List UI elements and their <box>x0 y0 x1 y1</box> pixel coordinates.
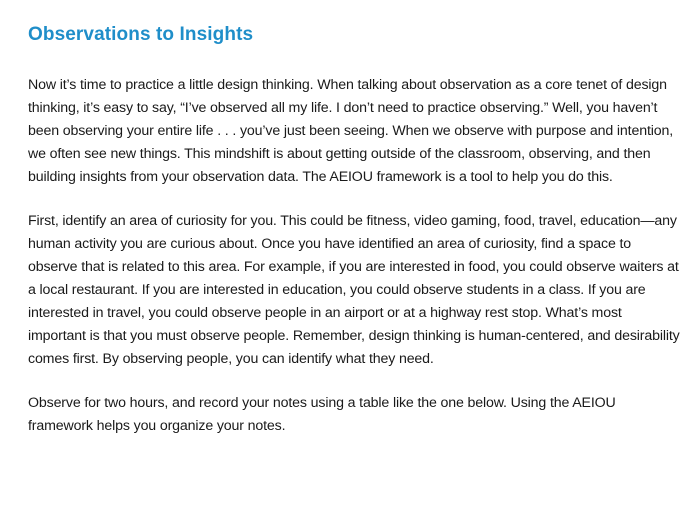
curiosity-paragraph: First, identify an area of curiosity for you. This could be fitness, video gaming, food, travel, education—any human activity you are curious about. Once you have identified an area of curiosity, find a space to observe that is related to this area. For example, if you are interested in food, you could observe waiters at a local restaurant. If you are interested in education, you could observe students in a class. If you are interested in travel, you could observe people in an airport or at a highway rest stop. What’s most important is that you must observe people. Remember, design thinking is human-centered, and desirability comes first. By observing people, you can identify what they need. <box>28 213 680 367</box>
section-heading: Observations to Insights <box>28 24 254 45</box>
observe-paragraph: Observe for two hours, and record your notes using a table like the one below. Using the AEIOU framework helps you organize your notes. <box>28 395 616 434</box>
intro-paragraph: Now it’s time to practice a little design thinking. When talking about observation as a core tenet of design thinking, it’s easy to say, “I’ve observed all my life. I don’t need to practice observing.” Well, you haven’t been observing your entire life . . . you’ve just been seeing. When we observe with purpose and intention, we often see new things. This mindshift is about getting outside of the classroom, observing, and then building insights from your observation data. The AEIOU framework is a tool to help you do this. <box>28 77 674 185</box>
